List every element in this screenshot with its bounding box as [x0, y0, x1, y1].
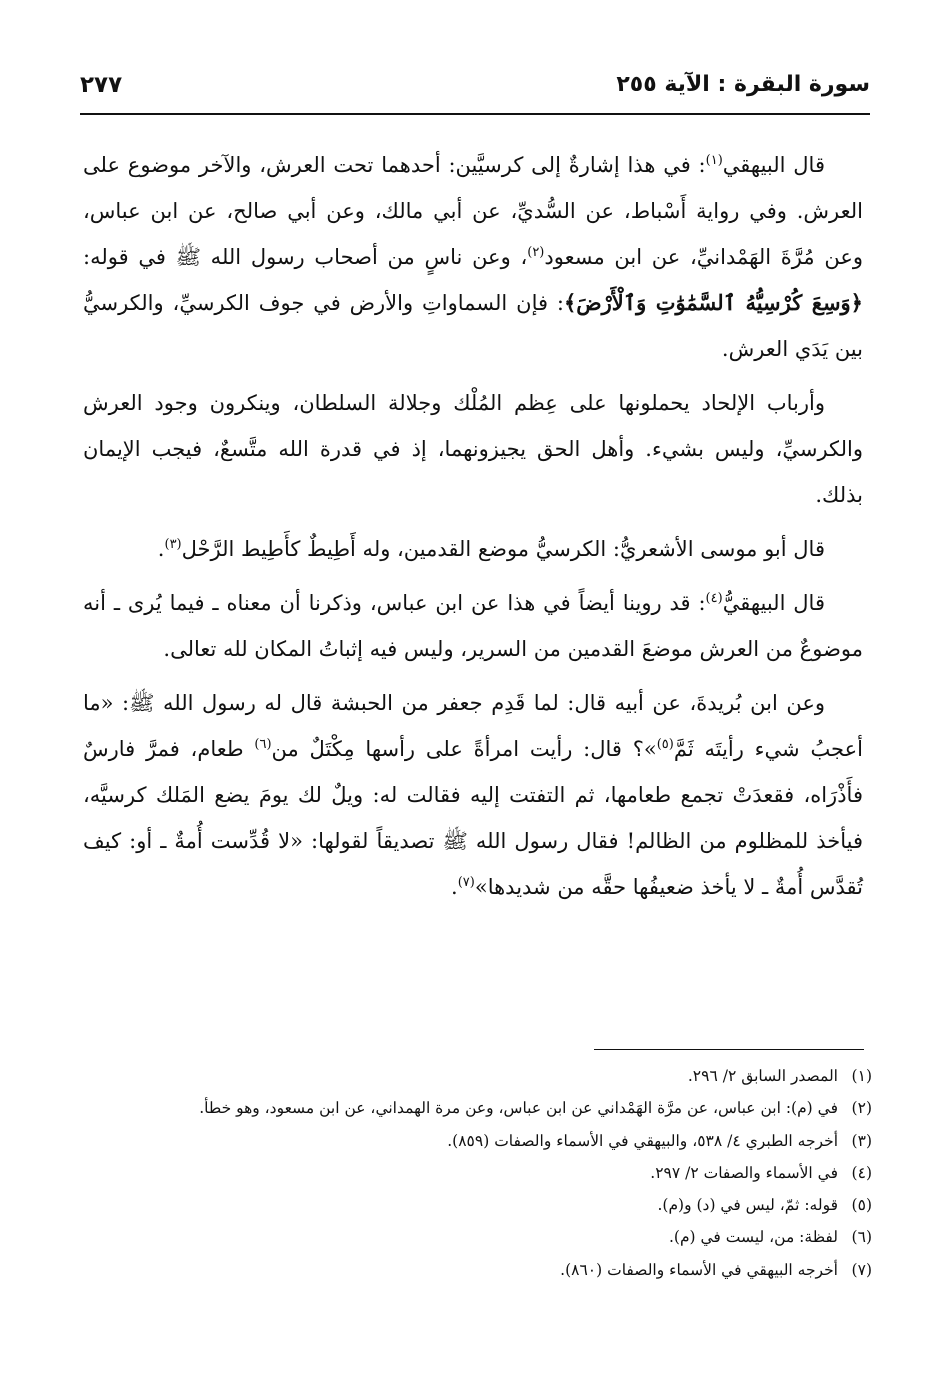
paragraph-text: : قد روينا أيضاً في هذا عن ابن عباس، وذكرنا أن معناه ـ فيما يُرى ـ أنه موضوعٌ من العرش موضعَ القدمين من السرير، وليس فيه إثباتُ المكان لله تعالى.	[83, 591, 863, 661]
paragraph	[83, 526, 863, 572]
paragraph	[83, 580, 863, 672]
paragraph	[83, 380, 863, 518]
paragraph-text: .	[451, 875, 458, 899]
footnotes	[83, 1060, 872, 1286]
quran-verse: ﴿وَسِعَ كُرْسِيُّهُ ٱلسَّمَٰوَٰتِ وَٱلْأَرْضَ﴾	[563, 290, 863, 315]
paragraph-text: قال البيهقي	[722, 153, 825, 177]
footnote-reference: (١)	[705, 153, 723, 168]
main-text	[83, 142, 863, 918]
footnote-text: في الأسماء والصفات ٢/ ٢٩٧.	[650, 1163, 838, 1182]
paragraph-text: »؟ قال: رأيت امرأةً على رأسها مِكْتَلٌ من	[271, 737, 657, 761]
footnote-reference: (٥)	[656, 737, 674, 752]
footnote-reference: (٧)	[457, 875, 475, 890]
footnote-item	[83, 1254, 872, 1286]
footnote-number: (٤)	[851, 1163, 872, 1182]
footnote-text: أخرجه الطبري ٤/ ٥٣٨، والبيهقي في الأسماء والصفات (٨٥٩).	[447, 1131, 838, 1150]
paragraph-text: طعام، فمرَّ فارسٌ فأَذْرَاه، فقعدَتْ تجمع طعامها، ثم التفتت إليه فقالت له: ويلٌ لك يومَ يضع المَلك كرسيَّه، فيأخذ للمظلوم من الظالم! فقال رسول الله ﷺ تصديقاً لقولها: «لا قُدِّست أُمةٌ ـ أو: كيف تُقدَّس أُمةٌ ـ لا يأخذ ضعيفُها حقَّه من شديدها»	[83, 737, 863, 899]
header-divider	[80, 113, 870, 115]
paragraph-text: .	[157, 537, 165, 561]
footnote-number: (٢)	[851, 1099, 872, 1118]
footnote-text: المصدر السابق ٢/ ٢٩٦.	[687, 1067, 838, 1085]
paragraph	[83, 142, 863, 372]
footnote-number: (٦)	[851, 1228, 872, 1247]
footnote-reference: (٢)	[527, 245, 545, 260]
footnote-number: (٥)	[851, 1196, 872, 1215]
chapter-title: سورة البقرة : الآية ٢٥٥	[616, 72, 870, 97]
footnote-item	[83, 1060, 872, 1092]
footnote-number: (٧)	[851, 1260, 872, 1279]
paragraph-text: قال البيهقيُّ	[722, 591, 825, 615]
paragraph-text: وأرباب الإلحاد يحملونها على عِظم المُلْك وجلالة السلطان، وينكرون وجود العرش والكرسيِّ، وليس بشيء. وأهل الحق يجيزونهما، إذ في قدرة الله متَّسعٌ، فيجب الإيمان بذلك.	[83, 391, 863, 507]
footnote-item	[83, 1157, 872, 1189]
paragraph-text: : في هذا إشارةٌ إلى كرسيَّين: أحدهما تحت العرش، والآخر موضوع على العرش. وفي رواية أَسْباط، عن السُّديِّ، عن أبي مالك، وعن أبي صالح، عن ابن عباس، وعن مُرَّةَ الهَمْدانيِّ، عن ابن مسعود	[83, 153, 863, 269]
paragraph-text: ، وعن ناسٍ من أصحاب رسول الله ﷺ في قوله:	[83, 245, 528, 269]
paragraph-text: قال أبو موسى الأشعريُّ: الكرسيُّ موضع القدمين، وله أَطِيطٌ كأَطِيط الرَّحْل	[181, 537, 825, 561]
footnote-number: (١)	[851, 1067, 872, 1085]
footnote-item	[83, 1221, 872, 1253]
footnote-text: لفظة: من، ليست في (م).	[668, 1228, 838, 1247]
footnote-text: أخرجه البيهقي في الأسماء والصفات (٨٦٠).	[560, 1260, 838, 1279]
footnote-item	[83, 1189, 872, 1221]
paragraph-text: وعن ابن بُريدةَ، عن أبيه قال: لما قَدِم جعفر من الحبشة قال له رسول الله ﷺ: «ما أعجبُ شيء رأيتَه ثَمَّ	[83, 691, 863, 761]
footnote-number: (٣)	[851, 1131, 872, 1150]
paragraph	[83, 680, 863, 910]
paragraph-text: : فإن السماواتِ والأرض في جوف الكرسيِّ، والكرسيُّ بين يَدَي العرش.	[83, 291, 863, 361]
footnote-text: في (م): ابن عباس، عن مرَّة الهَمْداني عن ابن عباس، وعن مرة الهمداني، عن ابن مسعود، وهو خطأ.	[199, 1099, 838, 1118]
running-header	[80, 70, 870, 110]
footnote-divider	[594, 1049, 864, 1050]
footnote-item	[83, 1125, 872, 1157]
footnote-text: قوله: ثمّ، ليس في (د) و(م).	[657, 1196, 838, 1215]
page-number: ٢٧٧	[80, 72, 123, 98]
footnote-reference: (٤)	[705, 591, 723, 606]
footnote-item	[83, 1092, 872, 1124]
footnote-reference: (٦)	[254, 737, 272, 752]
footnote-reference: (٣)	[164, 537, 182, 552]
